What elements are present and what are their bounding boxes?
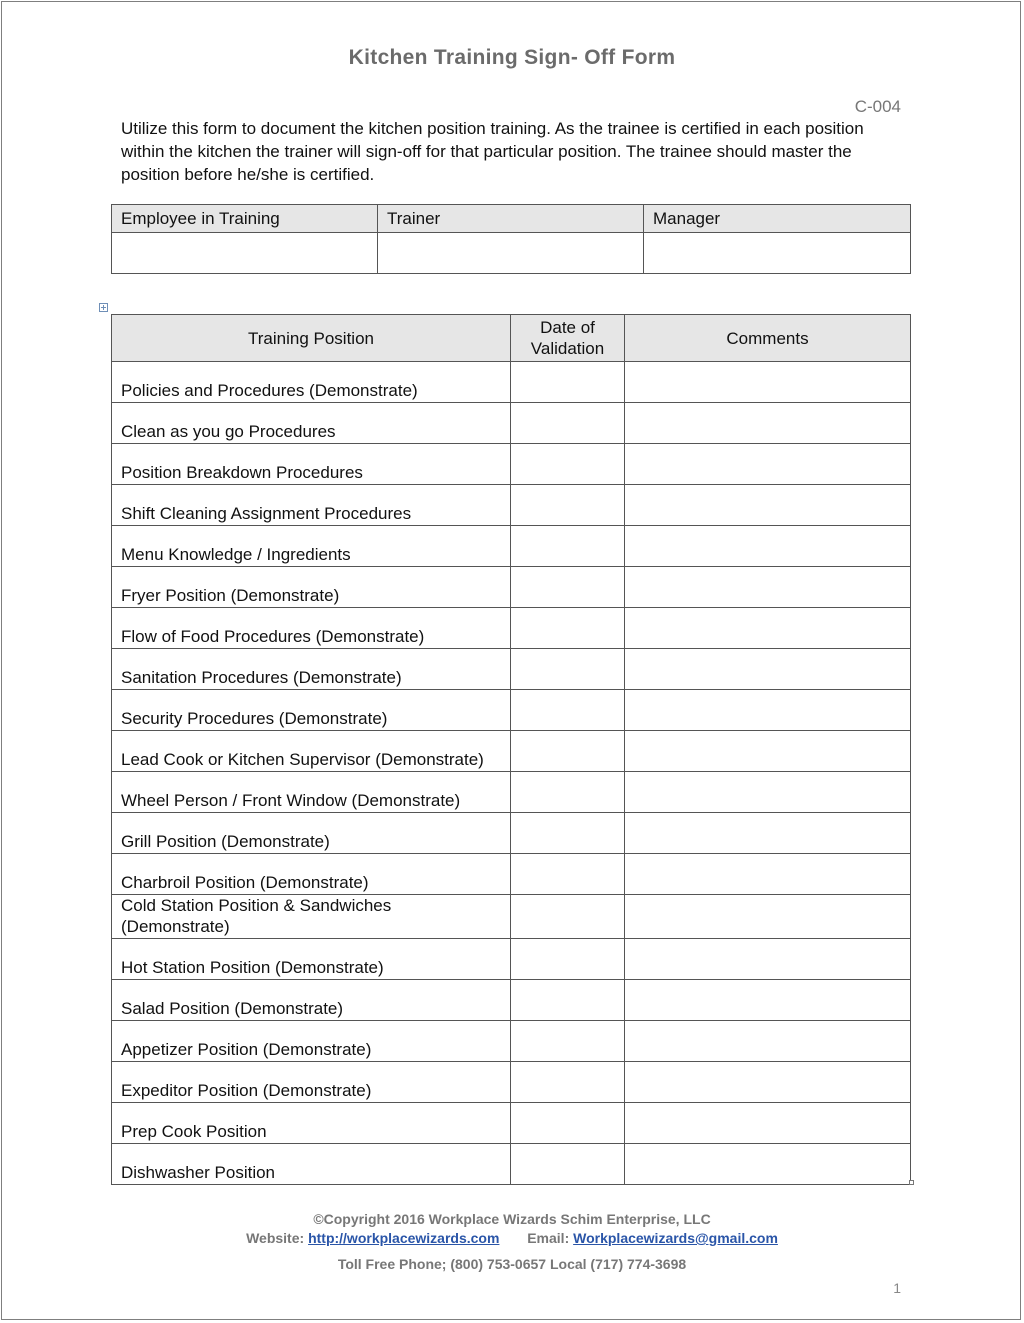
date-of-validation-cell[interactable]: [511, 939, 625, 980]
comments-cell[interactable]: [625, 1021, 911, 1062]
manager-field[interactable]: [644, 233, 911, 274]
date-of-validation-cell[interactable]: [511, 444, 625, 485]
training-position-cell: Flow of Food Procedures (Demonstrate): [112, 608, 511, 649]
training-row: [112, 854, 911, 895]
training-row: [112, 1021, 911, 1062]
comments-cell[interactable]: [625, 403, 911, 444]
date-of-validation-cell[interactable]: [511, 895, 625, 939]
training-row: [112, 649, 911, 690]
training-row: [112, 567, 911, 608]
date-of-validation-cell[interactable]: [511, 526, 625, 567]
comments-cell[interactable]: [625, 567, 911, 608]
table-move-icon[interactable]: [99, 303, 108, 312]
training-position-cell: Position Breakdown Procedures: [112, 444, 511, 485]
date-of-validation-cell[interactable]: [511, 980, 625, 1021]
trainer-field[interactable]: [378, 233, 644, 274]
training-row: [112, 362, 911, 403]
email-link[interactable]: Workplacewizards@gmail.com: [573, 1230, 778, 1246]
date-of-validation-cell[interactable]: [511, 1144, 625, 1185]
comments-cell[interactable]: [625, 690, 911, 731]
training-position-cell: Cold Station Position & Sandwiches (Demonstrate): [112, 895, 511, 939]
form-code: C-004: [854, 97, 901, 116]
date-of-validation-header: Date of Validation: [511, 315, 625, 362]
training-row: [112, 1144, 911, 1185]
date-of-validation-cell[interactable]: [511, 403, 625, 444]
date-of-validation-cell[interactable]: [511, 1062, 625, 1103]
training-position-cell: Appetizer Position (Demonstrate): [112, 1021, 511, 1062]
comments-cell[interactable]: [625, 1144, 911, 1185]
training-position-cell: Hot Station Position (Demonstrate): [112, 939, 511, 980]
date-of-validation-cell[interactable]: [511, 731, 625, 772]
footer-copyright: ©Copyright 2016 Workplace Wizards Schim Enterprise, LLC: [313, 1211, 711, 1227]
date-of-validation-cell[interactable]: [511, 1103, 625, 1144]
employee-field[interactable]: [112, 233, 378, 274]
training-position-cell: Wheel Person / Front Window (Demonstrate): [112, 772, 511, 813]
date-of-validation-cell[interactable]: [511, 690, 625, 731]
date-of-validation-cell[interactable]: [511, 1021, 625, 1062]
training-table: [111, 314, 911, 1185]
trainer-header: Trainer: [378, 205, 644, 233]
comments-cell[interactable]: [625, 362, 911, 403]
people-table: [111, 204, 911, 274]
training-position-cell: Fryer Position (Demonstrate): [112, 567, 511, 608]
intro-paragraph: Utilize this form to document the kitchen position training. As the trainee is certified in each position within the kitchen the trainer will sign-off for that particular position. The trainee should master the position before he/she is certified.: [121, 119, 864, 184]
comments-cell[interactable]: [625, 649, 911, 690]
comments-cell[interactable]: [625, 854, 911, 895]
date-of-validation-cell[interactable]: [511, 813, 625, 854]
comments-cell[interactable]: [625, 980, 911, 1021]
training-position-cell: Expeditor Position (Demonstrate): [112, 1062, 511, 1103]
comments-cell[interactable]: [625, 608, 911, 649]
training-position-cell: Charbroil Position (Demonstrate): [112, 854, 511, 895]
training-row: [112, 939, 911, 980]
comments-cell[interactable]: [625, 813, 911, 854]
training-row: [112, 731, 911, 772]
training-position-header: Training Position: [112, 315, 511, 362]
people-header-row: [112, 205, 911, 233]
comments-header: Comments: [625, 315, 911, 362]
training-position-cell: Policies and Procedures (Demonstrate): [112, 362, 511, 403]
date-of-validation-cell[interactable]: [511, 567, 625, 608]
date-of-validation-cell[interactable]: [511, 608, 625, 649]
training-position-cell: Menu Knowledge / Ingredients: [112, 526, 511, 567]
training-row: [112, 608, 911, 649]
email-label: Email:: [527, 1230, 570, 1246]
comments-cell[interactable]: [625, 485, 911, 526]
training-position-cell: Sanitation Procedures (Demonstrate): [112, 649, 511, 690]
training-position-cell: Shift Cleaning Assignment Procedures: [112, 485, 511, 526]
comments-cell[interactable]: [625, 526, 911, 567]
training-position-cell: Salad Position (Demonstrate): [112, 980, 511, 1021]
training-row: [112, 526, 911, 567]
training-row: [112, 690, 911, 731]
training-row: [112, 813, 911, 854]
footer-phone: Toll Free Phone; (800) 753-0657 Local (717) 774-3698: [337, 1256, 687, 1272]
training-row: [112, 1062, 911, 1103]
date-of-validation-cell[interactable]: [511, 854, 625, 895]
training-position-cell: Clean as you go Procedures: [112, 403, 511, 444]
training-position-cell: Grill Position (Demonstrate): [112, 813, 511, 854]
training-position-cell: Security Procedures (Demonstrate): [112, 690, 511, 731]
date-of-validation-cell[interactable]: [511, 772, 625, 813]
website-label: Website:: [246, 1230, 305, 1246]
employee-header: Employee in Training: [112, 205, 378, 233]
training-row: [112, 772, 911, 813]
training-row: [112, 403, 911, 444]
training-row: [112, 485, 911, 526]
comments-cell[interactable]: [625, 939, 911, 980]
training-row: [112, 895, 911, 939]
date-of-validation-cell[interactable]: [511, 649, 625, 690]
table-resize-handle[interactable]: [909, 1180, 914, 1185]
page-number: 1: [893, 1280, 901, 1296]
training-row: [112, 1103, 911, 1144]
training-row: [112, 980, 911, 1021]
training-row: [112, 444, 911, 485]
footer-contact: [0, 1230, 1024, 1246]
website-link[interactable]: http://workplacewizards.com: [308, 1230, 500, 1246]
training-header-row: [112, 315, 911, 362]
date-of-validation-cell[interactable]: [511, 362, 625, 403]
training-position-cell: Dishwasher Position: [112, 1144, 511, 1185]
form-title: Kitchen Training Sign- Off Form: [348, 46, 676, 69]
comments-cell[interactable]: [625, 895, 911, 939]
date-of-validation-cell[interactable]: [511, 485, 625, 526]
manager-header: Manager: [644, 205, 911, 233]
comments-cell[interactable]: [625, 772, 911, 813]
training-position-cell: Prep Cook Position: [112, 1103, 511, 1144]
people-entry-row: [112, 233, 911, 274]
training-position-cell: Lead Cook or Kitchen Supervisor (Demonstrate): [112, 731, 511, 772]
comments-cell[interactable]: [625, 444, 911, 485]
comments-cell[interactable]: [625, 731, 911, 772]
comments-cell[interactable]: [625, 1062, 911, 1103]
comments-cell[interactable]: [625, 1103, 911, 1144]
